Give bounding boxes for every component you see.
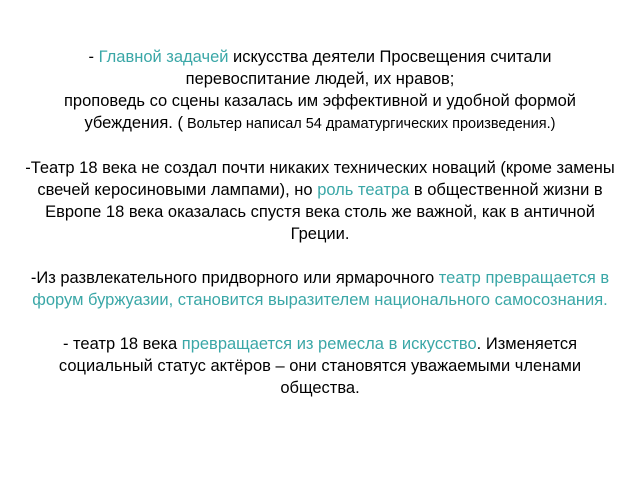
- p2-dash: -: [25, 159, 31, 177]
- p3-text-1: Из развлекательного придворного или ярмарочного: [36, 269, 439, 287]
- p4-highlight: превращается из ремесла в искусство: [181, 335, 477, 353]
- p1-text-2: проповедь со сцены казалась им эффективной и удобной формой убеждения. (: [63, 92, 577, 132]
- paragraph-theatre-role: [24, 157, 616, 245]
- p2-text-2: в общественной жизни в Европе 18 века оказалась спустя века столь же важной, как в античной Греции.: [45, 181, 603, 243]
- paragraph-bourgeois-forum: [24, 267, 616, 311]
- p1-note: Вольтер написал 54 драматургических произведения.): [182, 116, 556, 132]
- p3-highlight: театр превращается в форум буржуазии, становится выразителем национального самосознания.: [32, 269, 610, 309]
- p1-highlight: Главной задачей: [98, 48, 229, 66]
- p4-dash: -: [62, 335, 74, 353]
- p1-dash: -: [88, 48, 99, 66]
- p2-highlight: роль театра: [317, 181, 410, 199]
- paragraph-craft-to-art: [24, 333, 616, 399]
- paragraph-main-task: [24, 46, 616, 135]
- p4-text-1: театр 18 века: [73, 335, 182, 353]
- p1-text: искусства деятели Просвещения считали перевоспитание людей, их нравов;: [185, 48, 552, 88]
- p2-text-1: Театр 18 века не создал почти никаких технических новаций (кроме замены свечей керосиновыми лампами), но: [30, 159, 615, 199]
- p3-dash: -: [30, 269, 37, 287]
- p4-text-2: . Изменяется социальный статус актёров – они становятся уважаемыми членами общества.: [58, 335, 582, 397]
